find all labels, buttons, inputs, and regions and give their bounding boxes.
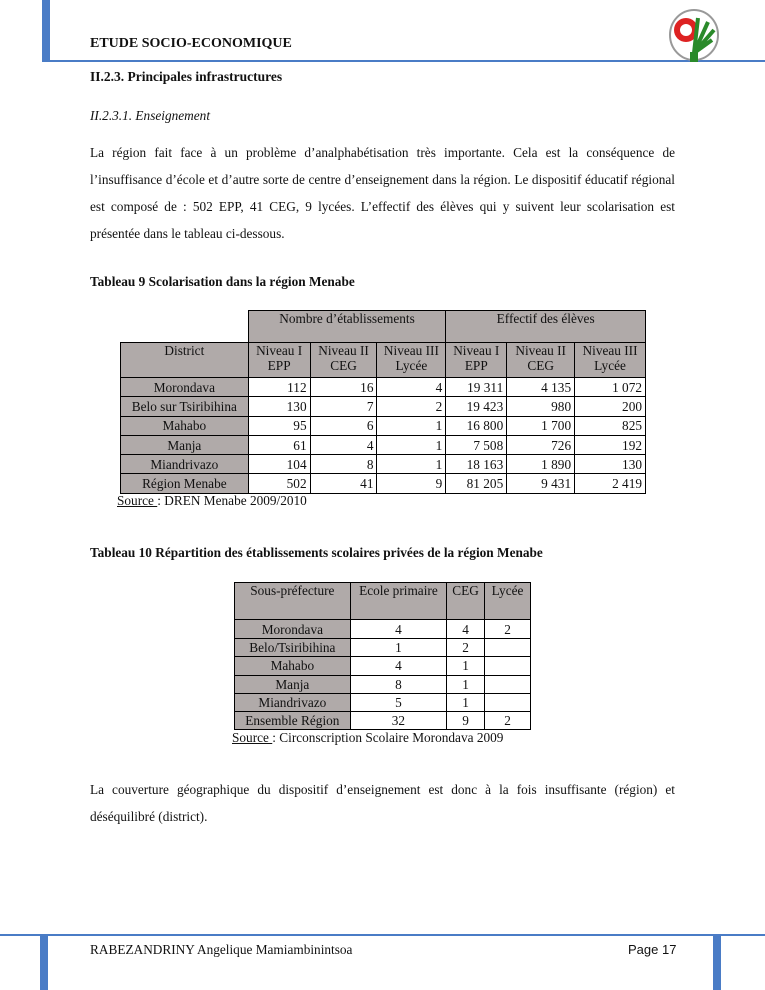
- value-cell: 2 419: [575, 474, 646, 493]
- table9-source: Source : DREN Menabe 2009/2010: [117, 493, 307, 508]
- table-row: [235, 712, 531, 730]
- subsection-heading: II.2.3.1. Enseignement: [90, 108, 211, 123]
- value-cell: 1: [447, 693, 485, 711]
- subprefecture-cell: Miandrivazo: [235, 693, 351, 711]
- value-cell: 1: [377, 455, 446, 474]
- conclusion-paragraph: La couverture géographique du dispositif d’enseignement est donc à la fois insuffisante (région) et déséquilibré (district).: [90, 782, 675, 824]
- value-cell: 9 431: [507, 474, 575, 493]
- subprefecture-cell: Belo/Tsiribihina: [235, 639, 351, 657]
- value-cell: [485, 657, 531, 675]
- table-row: [121, 416, 646, 435]
- value-cell: 130: [575, 455, 646, 474]
- value-cell: 4: [310, 435, 377, 454]
- value-cell: 2: [485, 712, 531, 730]
- column-header: District: [121, 343, 249, 378]
- value-cell: 8: [350, 675, 446, 693]
- district-cell: Belo sur Tsiribihina: [121, 397, 249, 416]
- university-logo: [668, 8, 720, 66]
- column-header: Niveau III Lycée: [377, 343, 446, 378]
- value-cell: [485, 693, 531, 711]
- value-cell: 6: [310, 416, 377, 435]
- table-row: [235, 639, 531, 657]
- table-row: [121, 455, 646, 474]
- subprefecture-cell: Morondava: [235, 620, 351, 639]
- table9: [120, 310, 646, 494]
- value-cell: 7: [310, 397, 377, 416]
- intro-paragraph: La région fait face à un problème d’analphabétisation très importante. Cela est la conséquence de l’insuffisance d’école et d’autre sorte de centre d’enseignement dans la région. Le dispositif éducatif régional est composé de : 502 EPP, 41 CEG, 9 lycées. L’effectif des élèves qui y suivent leur scolarisation est présentée dans le tableau ci-dessous.: [90, 145, 675, 241]
- value-cell: 18 163: [446, 455, 507, 474]
- value-cell: 4: [350, 657, 446, 675]
- subprefecture-cell: Ensemble Région: [235, 712, 351, 730]
- table-row: [121, 474, 646, 493]
- value-cell: 1: [377, 435, 446, 454]
- table-row: [121, 378, 646, 397]
- value-cell: 4: [350, 620, 446, 639]
- value-cell: 1: [377, 416, 446, 435]
- value-cell: 4: [377, 378, 446, 397]
- column-header: Niveau I EPP: [446, 343, 507, 378]
- value-cell: 19 311: [446, 378, 507, 397]
- district-cell: Région Menabe: [121, 474, 249, 493]
- value-cell: 5: [350, 693, 446, 711]
- value-cell: 7 508: [446, 435, 507, 454]
- column-header: Sous-préfecture: [235, 583, 351, 620]
- value-cell: 130: [248, 397, 310, 416]
- table-row: [235, 675, 531, 693]
- subprefecture-cell: Mahabo: [235, 657, 351, 675]
- value-cell: 16 800: [446, 416, 507, 435]
- footer-rule: [0, 934, 765, 936]
- value-cell: 2: [377, 397, 446, 416]
- column-header: Niveau II CEG: [310, 343, 377, 378]
- district-cell: Morondava: [121, 378, 249, 397]
- value-cell: 104: [248, 455, 310, 474]
- value-cell: 2: [447, 639, 485, 657]
- column-header: Niveau II CEG: [507, 343, 575, 378]
- table10-source: Source : Circonscription Scolaire Morondava 2009: [232, 730, 504, 745]
- table9-caption: Tableau 9 Scolarisation dans la région Menabe: [90, 274, 355, 289]
- value-cell: 1: [447, 675, 485, 693]
- value-cell: 9: [447, 712, 485, 730]
- value-cell: 1: [447, 657, 485, 675]
- column-header: Niveau III Lycée: [575, 343, 646, 378]
- value-cell: 19 423: [446, 397, 507, 416]
- header-accent-bar: [42, 0, 50, 60]
- table-row: [235, 693, 531, 711]
- value-cell: [485, 639, 531, 657]
- value-cell: 1: [350, 639, 446, 657]
- group-header: Effectif des élèves: [446, 311, 646, 343]
- table-row: [121, 397, 646, 416]
- value-cell: 825: [575, 416, 646, 435]
- value-cell: 32: [350, 712, 446, 730]
- table-row: [235, 620, 531, 639]
- table10: [234, 582, 531, 730]
- value-cell: 61: [248, 435, 310, 454]
- value-cell: 4: [447, 620, 485, 639]
- header-rule: [42, 60, 765, 62]
- footer-accent-left: [40, 934, 48, 990]
- column-header: Lycée: [485, 583, 531, 620]
- value-cell: 1 072: [575, 378, 646, 397]
- value-cell: 2: [485, 620, 531, 639]
- table10-caption: Tableau 10 Répartition des établissements scolaires privées de la région Menabe: [90, 545, 543, 560]
- value-cell: 4 135: [507, 378, 575, 397]
- footer-author: RABEZANDRINY Angelique Mamiambinintsoa: [90, 942, 353, 957]
- value-cell: [485, 675, 531, 693]
- value-cell: 200: [575, 397, 646, 416]
- district-cell: Miandrivazo: [121, 455, 249, 474]
- value-cell: 16: [310, 378, 377, 397]
- district-cell: Mahabo: [121, 416, 249, 435]
- footer-accent-right: [713, 934, 721, 990]
- value-cell: 726: [507, 435, 575, 454]
- page-number: Page 17: [628, 942, 677, 957]
- value-cell: 81 205: [446, 474, 507, 493]
- column-header: CEG: [447, 583, 485, 620]
- value-cell: 9: [377, 474, 446, 493]
- table-row: [121, 435, 646, 454]
- district-cell: Manja: [121, 435, 249, 454]
- value-cell: 112: [248, 378, 310, 397]
- value-cell: 502: [248, 474, 310, 493]
- subprefecture-cell: Manja: [235, 675, 351, 693]
- value-cell: 980: [507, 397, 575, 416]
- value-cell: 41: [310, 474, 377, 493]
- group-header: Nombre d’établissements: [248, 311, 446, 343]
- value-cell: 1 890: [507, 455, 575, 474]
- value-cell: 95: [248, 416, 310, 435]
- header-title: ETUDE SOCIO-ECONOMIQUE: [90, 36, 292, 51]
- value-cell: 1 700: [507, 416, 575, 435]
- table-row: [235, 657, 531, 675]
- value-cell: 8: [310, 455, 377, 474]
- column-header: Niveau I EPP: [248, 343, 310, 378]
- section-heading: II.2.3. Principales infrastructures: [90, 69, 283, 84]
- column-header: Ecole primaire: [350, 583, 446, 620]
- value-cell: 192: [575, 435, 646, 454]
